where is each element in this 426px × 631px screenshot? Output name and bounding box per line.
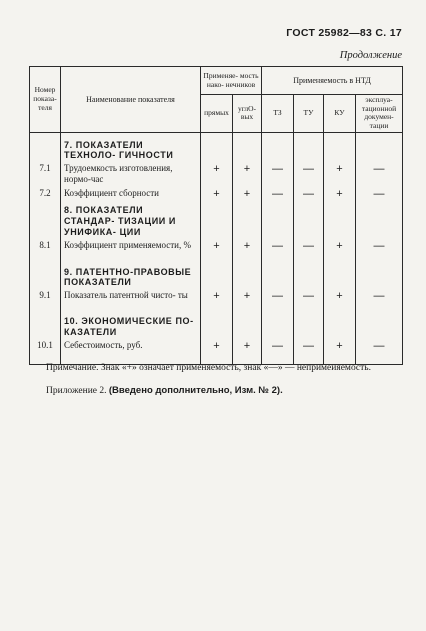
section-num-cell (30, 265, 61, 290)
appendix-line (46, 385, 283, 396)
row-value: — (262, 289, 294, 314)
row-value: — (262, 187, 294, 202)
row-value: + (201, 162, 233, 187)
header-tips-angled: углО- вых (233, 95, 262, 133)
header-ku: КУ (324, 95, 356, 133)
header-tips-group: Применяе- мость нако- нечников (201, 67, 262, 95)
row-value: — (262, 239, 294, 265)
row-value: + (201, 187, 233, 202)
section-num-cell (30, 314, 61, 339)
row-value: + (324, 289, 356, 314)
row-number: 7.1 (30, 162, 61, 187)
row-value: + (324, 162, 356, 187)
row-value: + (201, 339, 233, 365)
section-title: 7. ПОКАЗАТЕЛИ ТЕХНОЛО- ГИЧНОСТИ (61, 132, 201, 162)
row-value: — (356, 239, 403, 265)
row-value: + (233, 162, 262, 187)
row-value: + (324, 239, 356, 265)
row-name: Себестоимость, руб. (61, 339, 201, 365)
row-value: — (356, 289, 403, 314)
row-value: — (294, 239, 324, 265)
appendix-amendment: (Введено дополнительно, Изм. № 2). (108, 385, 283, 396)
row-value: + (201, 239, 233, 265)
row-value: + (233, 339, 262, 365)
header-tz: ТЗ (262, 95, 294, 133)
row-name: Показатель патентной чисто- ты (61, 289, 201, 314)
row-value: + (233, 239, 262, 265)
indicators-table (29, 66, 403, 365)
header-number: Номер показа- теля (30, 67, 61, 133)
header-tips-straight: прямых (201, 95, 233, 133)
row-value: — (294, 339, 324, 365)
row-value: + (233, 187, 262, 202)
header-ed: эксплуа- тационной докумен- тации (356, 95, 403, 133)
header-tu: ТУ (294, 95, 324, 133)
table-note: Примечание. Знак «+» означает применяемость, знак «—» — непримеияемость. (46, 363, 372, 373)
row-value: — (356, 339, 403, 365)
section-title: 8. ПОКАЗАТЕЛИ СТАНДАР- ТИЗАЦИИ И УНИФИКА- ЦИИ (61, 202, 201, 238)
row-number: 9.1 (30, 289, 61, 314)
row-name: Трудоемкость изготовления, нормо-час (61, 162, 201, 187)
row-number: 7.2 (30, 187, 61, 202)
row-number: 8.1 (30, 239, 61, 265)
row-value: — (356, 187, 403, 202)
header-name: Наименование показателя (61, 67, 201, 133)
appendix-prefix: Приложение 2. (46, 386, 107, 396)
section-title: 9. ПАТЕНТНО-ПРАВОВЫЕ ПОКАЗАТЕЛИ (61, 265, 201, 290)
row-value: — (294, 187, 324, 202)
section-title: 10. ЭКОНОМИЧЕСКИЕ ПО- КАЗАТЕЛИ (61, 314, 201, 339)
row-value: — (262, 339, 294, 365)
section-num-cell (30, 202, 61, 238)
row-value: + (324, 339, 356, 365)
row-value: — (356, 162, 403, 187)
row-number: 10.1 (30, 339, 61, 365)
row-name: Коэффициент сборности (61, 187, 201, 202)
row-value: — (294, 289, 324, 314)
row-value: — (294, 162, 324, 187)
row-value: + (324, 187, 356, 202)
row-value: — (262, 162, 294, 187)
row-name: Коэффициент применяемости, % (61, 239, 201, 265)
page-header: ГОСТ 25982—83 С. 17 (286, 27, 402, 39)
continuation-label: Продолжение (339, 50, 402, 61)
row-value: + (233, 289, 262, 314)
row-value: + (201, 289, 233, 314)
section-num-cell (30, 132, 61, 162)
header-ntd-group: Применяемость в НТД (262, 67, 403, 95)
